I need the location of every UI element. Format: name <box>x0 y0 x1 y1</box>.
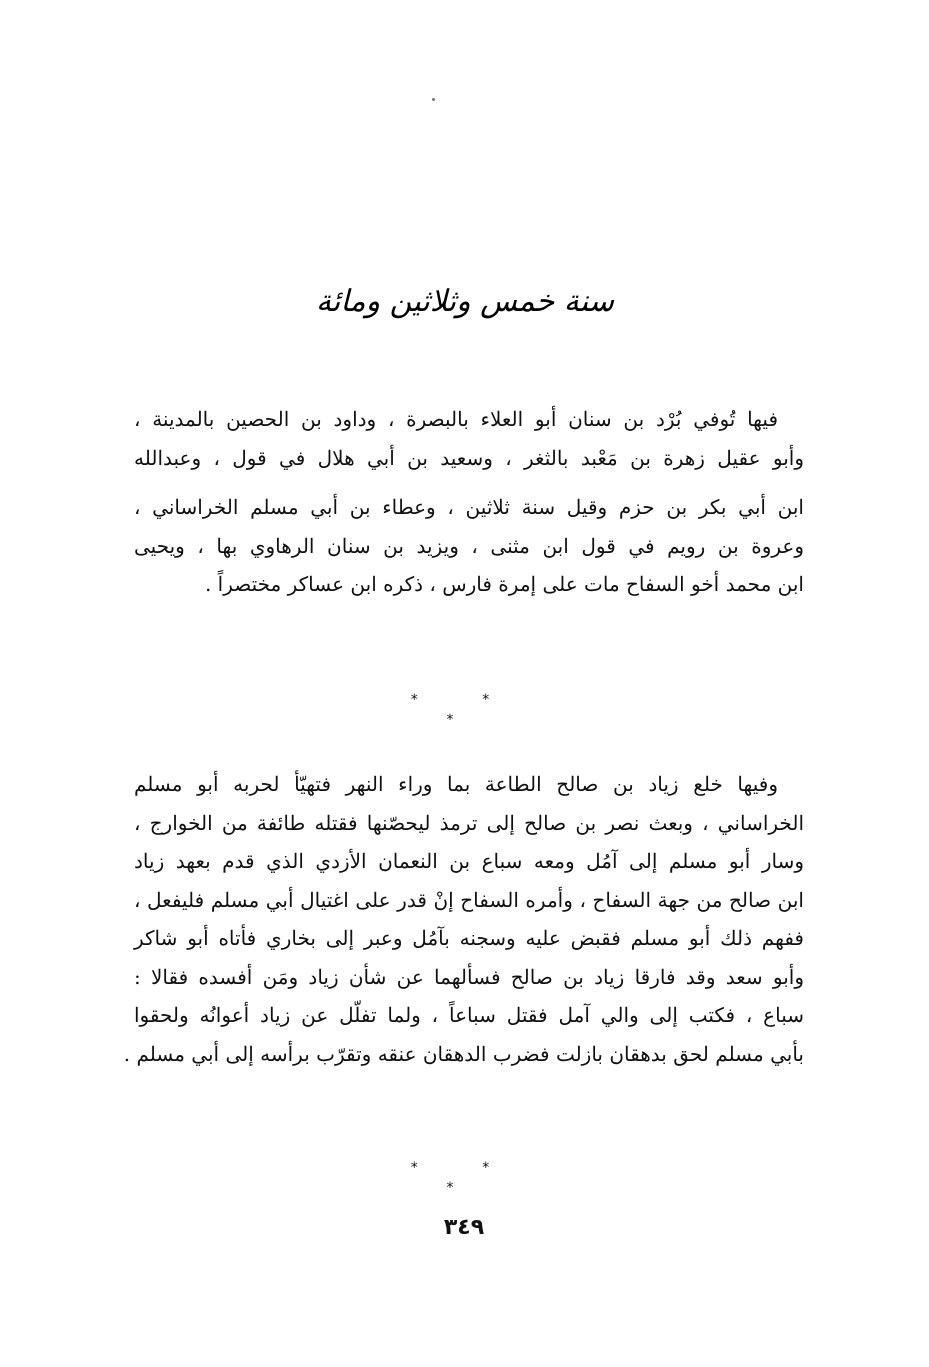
text-line: ابن أبي بكر بن حزم وقيل سنة ثلاثين ، وعطاء بن أبي مسلم الخراساني ، <box>134 495 804 519</box>
text-line: وفيها خلع زياد بن صالح الطاعة بما وراء النهر فتهيّأ لحربه أبو مسلم <box>134 772 778 796</box>
section-separator: * * * <box>410 692 520 728</box>
text-line: وأبو عقيل زهرة بن مَعْبد بالثغر ، وسعيد بن أبي هلال في قول ، وعبدالله <box>134 445 804 470</box>
page-number: ٣٤٩ <box>443 1215 485 1240</box>
text-line: فيها تُوفي بُرْد بن سنان أبو العلاء بالبصرة ، وداود بن الحصين بالمدينة ، <box>134 407 778 431</box>
text-line: ففهم ذلك أبو مسلم فقبض عليه وسجنه بآمُل وعبر إلى بخاري فأتاه أبو شاكر <box>134 926 804 950</box>
paragraph-obituaries <box>134 400 804 604</box>
text-line: ابن محمد أخو السفاح مات على إمرة فارس ، ذكره ابن عساكر مختصراً . <box>204 572 804 596</box>
paper-speck <box>432 98 435 101</box>
text-line: الخراساني ، وبعث نصر بن صالح إلى ترمذ ليحصّنها فقتله طائفة من الخوارج ، <box>134 810 804 835</box>
text-line: بأبي مسلم لحق بدهقان بازلت فضرب الدهقان عنقه وتقرّب برأسه إلى أبي مسلم . <box>123 1041 804 1066</box>
section-separator: * * * <box>410 1160 520 1196</box>
text-line: وعروة بن رويم في قول ابن مثنى ، ويزيد بن سنان الرهاوي بها ، ويحيى <box>134 533 804 558</box>
paragraph-events <box>123 765 804 1073</box>
chapter-title: سنة خمس وثلاثين ومائة <box>315 284 615 319</box>
text-line: وأبو سعد وقد فارقا زياد بن صالح فسألهما عن شأن زياد ومَن أفسده فقالا : <box>134 964 804 989</box>
text-line: وسار أبو مسلم إلى آمُل ومعه سباع بن النعمان الأزدي الذي قدم بعهد زياد <box>134 849 804 873</box>
text-line: سباع ، فكتب إلى والي آمل فقتل سباعاً ، ولما تفلّل عن زياد أعوانُه ولحقوا <box>134 1003 804 1027</box>
text-line: ابن صالح من جهة السفاح ، وأمره السفاح إنْ قدر على اغتيال أبي مسلم فليفعل ، <box>134 887 804 912</box>
